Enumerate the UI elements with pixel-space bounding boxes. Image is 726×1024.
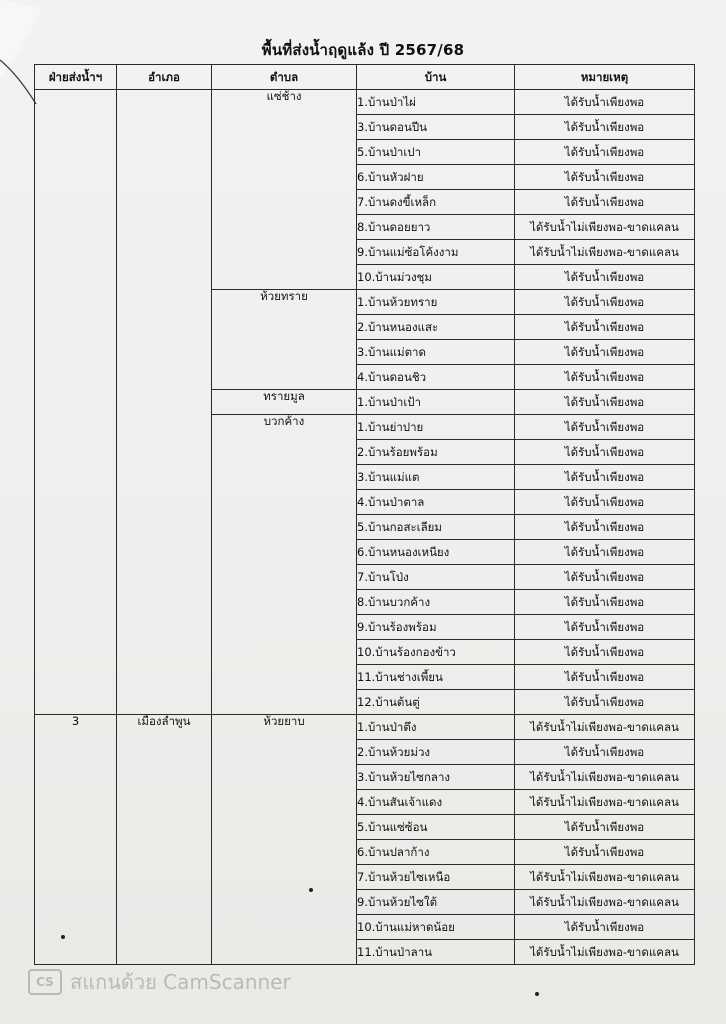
remark-cell: ได้รับน้ำไม่เพียงพอ-ขาดแคลน	[515, 765, 695, 790]
village-cell: 2.บ้านห้วยม่วง	[357, 740, 515, 765]
village-cell: 3.บ้านห้วยไซกลาง	[357, 765, 515, 790]
remark-cell: ได้รับน้ำเพียงพอ	[515, 565, 695, 590]
village-cell: 1.บ้านย่าปาย	[357, 415, 515, 440]
remark-cell: ได้รับน้ำไม่เพียงพอ-ขาดแคลน	[515, 890, 695, 915]
scan-speck	[61, 935, 65, 939]
remark-cell: ได้รับน้ำเพียงพอ	[515, 740, 695, 765]
remark-cell: ได้รับน้ำเพียงพอ	[515, 815, 695, 840]
remark-cell: ได้รับน้ำเพียงพอ	[515, 340, 695, 365]
village-cell: 1.บ้านห้วยทราย	[357, 290, 515, 315]
remark-cell: ได้รับน้ำเพียงพอ	[515, 365, 695, 390]
tambon-cell: ทรายมูล	[212, 390, 357, 415]
remark-cell: ได้รับน้ำเพียงพอ	[515, 690, 695, 715]
remark-cell: ได้รับน้ำไม่เพียงพอ-ขาดแคลน	[515, 240, 695, 265]
camscanner-icon: CS	[28, 969, 62, 995]
remark-cell: ได้รับน้ำเพียงพอ	[515, 415, 695, 440]
tambon-cell: ห้วยยาบ	[212, 715, 357, 965]
village-cell: 8.บ้านบวกค้าง	[357, 590, 515, 615]
village-cell: 4.บ้านดอนชิว	[357, 365, 515, 390]
header-village: บ้าน	[357, 65, 515, 90]
remark-cell: ได้รับน้ำเพียงพอ	[515, 915, 695, 940]
village-cell: 7.บ้านโป่ง	[357, 565, 515, 590]
remark-cell: ได้รับน้ำเพียงพอ	[515, 440, 695, 465]
village-cell: 2.บ้านหนองแสะ	[357, 315, 515, 340]
village-cell: 3.บ้านแม่แต	[357, 465, 515, 490]
remark-cell: ได้รับน้ำไม่เพียงพอ-ขาดแคลน	[515, 790, 695, 815]
remark-cell: ได้รับน้ำเพียงพอ	[515, 315, 695, 340]
remark-cell: ได้รับน้ำเพียงพอ	[515, 590, 695, 615]
header-tambon: ตำบล	[212, 65, 357, 90]
header-remark: หมายเหตุ	[515, 65, 695, 90]
village-cell: 10.บ้านแม่หาดน้อย	[357, 915, 515, 940]
village-cell: 3.บ้านดอนปีน	[357, 115, 515, 140]
remark-cell: ได้รับน้ำเพียงพอ	[515, 90, 695, 115]
remark-cell: ได้รับน้ำเพียงพอ	[515, 465, 695, 490]
village-cell: 4.บ้านป่าตาล	[357, 490, 515, 515]
village-cell: 10.บ้านร้องกองข้าว	[357, 640, 515, 665]
village-cell: 6.บ้านหนองเหนียง	[357, 540, 515, 565]
village-cell: 12.บ้านต้นตู่	[357, 690, 515, 715]
remark-cell: ได้รับน้ำเพียงพอ	[515, 265, 695, 290]
village-cell: 11.บ้านป่าลาน	[357, 940, 515, 965]
village-cell: 9.บ้านร้องพร้อม	[357, 615, 515, 640]
tambon-cell: แซ่ช้าง	[212, 90, 357, 290]
remark-cell: ได้รับน้ำเพียงพอ	[515, 190, 695, 215]
remark-cell: ได้รับน้ำเพียงพอ	[515, 115, 695, 140]
document-title: พื้นที่ส่งน้ำฤดูแล้ง ปี 2567/68	[261, 41, 465, 59]
village-cell: 6.บ้านหัวฝาย	[357, 165, 515, 190]
amphoe-cell: เมืองลำพูน	[117, 715, 212, 965]
header-org: ฝ่ายส่งน้ำฯ	[35, 65, 117, 90]
water-distribution-table	[34, 64, 695, 965]
remark-cell: ได้รับน้ำเพียงพอ	[515, 615, 695, 640]
village-cell: 11.บ้านช่างเพี้ยน	[357, 665, 515, 690]
village-cell: 5.บ้านแซ่ซ้อน	[357, 815, 515, 840]
tambon-cell: ห้วยทราย	[212, 290, 357, 390]
remark-cell: ได้รับน้ำเพียงพอ	[515, 165, 695, 190]
camscanner-text: สแกนด้วย CamScanner	[70, 970, 291, 994]
village-cell: 9.บ้านห้วยไซใต้	[357, 890, 515, 915]
remark-cell: ได้รับน้ำเพียงพอ	[515, 390, 695, 415]
village-cell: 6.บ้านปลาก้าง	[357, 840, 515, 865]
village-cell: 1.บ้านป่าเป้า	[357, 390, 515, 415]
table-body	[35, 90, 695, 965]
org-cell	[35, 90, 117, 715]
remark-cell: ได้รับน้ำเพียงพอ	[515, 140, 695, 165]
remark-cell: ได้รับน้ำเพียงพอ	[515, 515, 695, 540]
village-cell: 3.บ้านแม่ตาด	[357, 340, 515, 365]
remark-cell: ได้รับน้ำเพียงพอ	[515, 490, 695, 515]
tambon-cell: บวกค้าง	[212, 415, 357, 715]
remark-cell: ได้รับน้ำเพียงพอ	[515, 290, 695, 315]
village-cell: 7.บ้านห้วยไซเหนือ	[357, 865, 515, 890]
header-amphoe: อำเภอ	[117, 65, 212, 90]
org-cell: 3	[35, 715, 117, 965]
remark-cell: ได้รับน้ำไม่เพียงพอ-ขาดแคลน	[515, 865, 695, 890]
village-cell: 5.บ้านป่าเปา	[357, 140, 515, 165]
remark-cell: ได้รับน้ำเพียงพอ	[515, 640, 695, 665]
village-cell: 5.บ้านกอสะเลียม	[357, 515, 515, 540]
remark-cell: ได้รับน้ำเพียงพอ	[515, 840, 695, 865]
village-cell: 8.บ้านดอยยาว	[357, 215, 515, 240]
table-header-row	[35, 65, 695, 90]
village-cell: 1.บ้านป่าไผ่	[357, 90, 515, 115]
camscanner-watermark	[28, 970, 291, 994]
remark-cell: ได้รับน้ำไม่เพียงพอ-ขาดแคลน	[515, 940, 695, 965]
amphoe-cell	[117, 90, 212, 715]
remark-cell: ได้รับน้ำเพียงพอ	[515, 665, 695, 690]
village-cell: 10.บ้านม่วงชุม	[357, 265, 515, 290]
remark-cell: ได้รับน้ำไม่เพียงพอ-ขาดแคลน	[515, 215, 695, 240]
village-cell: 2.บ้านร้อยพร้อม	[357, 440, 515, 465]
table-row	[35, 715, 695, 740]
scan-speck	[309, 888, 313, 892]
village-cell: 7.บ้านดงขี้เหล็ก	[357, 190, 515, 215]
remark-cell: ได้รับน้ำไม่เพียงพอ-ขาดแคลน	[515, 715, 695, 740]
village-cell: 1.บ้านป่าตึง	[357, 715, 515, 740]
scan-speck	[535, 992, 539, 996]
village-cell: 4.บ้านสันเจ้าแดง	[357, 790, 515, 815]
table-row	[35, 90, 695, 115]
remark-cell: ได้รับน้ำเพียงพอ	[515, 540, 695, 565]
village-cell: 9.บ้านแม่ซ้อโค้งงาม	[357, 240, 515, 265]
